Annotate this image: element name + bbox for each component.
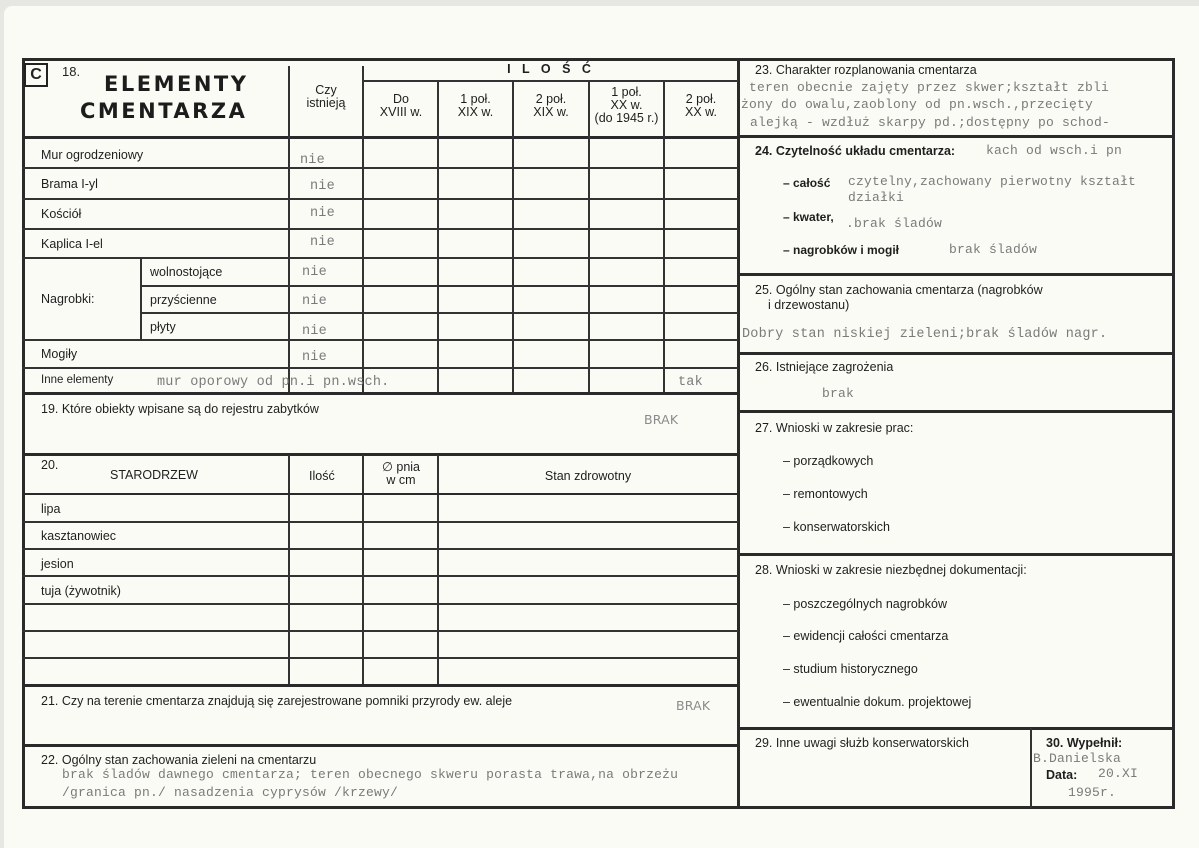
- section28-item-2: – studium historycznego: [783, 662, 918, 676]
- section27-item-2: – konserwatorskich: [783, 520, 890, 534]
- row-value-inne[interactable]: mur oporowy od pn.i pn.wsch.: [157, 375, 390, 390]
- s20-bottom: [22, 684, 738, 687]
- row-line: [140, 312, 738, 314]
- col-exists-l2: istnieją: [306, 96, 346, 110]
- section23-line2[interactable]: żony do owalu,zaoblony od pn.wsch.,przecięty: [741, 97, 1094, 112]
- section18-title-line1: ELEMENTY: [104, 72, 249, 96]
- row-line: [140, 285, 738, 287]
- tree-kasztanowiec: kasztanowiec: [41, 529, 117, 543]
- s18-col-divider-3: [588, 82, 590, 393]
- frame-top: [22, 58, 1174, 61]
- section19-label: 19. Które obiekty wpisane są do rejestru zabytków: [41, 402, 319, 416]
- section23-label: 23. Charakter rozplanowania cmentarza: [755, 63, 977, 77]
- section28-label: 28. Wnioski w zakresie niezbędnej dokumentacji:: [755, 563, 1027, 577]
- section24-nagrobkow-value[interactable]: brak śladów: [949, 242, 1038, 257]
- section20-col-qty: Ilość: [309, 469, 335, 483]
- section27-item-1: – remontowych: [783, 487, 868, 501]
- row-line: [22, 367, 738, 369]
- s27-bottom: [737, 553, 1175, 556]
- period-2-l2: XIX w.: [533, 105, 569, 119]
- row-exists-mur[interactable]: nie: [300, 153, 325, 168]
- s19-bottom: [22, 453, 738, 456]
- period-1-l2: XIX w.: [457, 105, 494, 119]
- section21-value[interactable]: BRAK: [676, 698, 711, 713]
- s18-header-bottom: [22, 136, 738, 139]
- s23-bottom: [737, 135, 1175, 138]
- ilosc-divider: [364, 80, 738, 82]
- section22-line2[interactable]: /granica pn./ nasadzenia cyprysów /krzewy/: [62, 785, 399, 800]
- section24-kwater-value[interactable]: .brak śladów: [846, 216, 943, 231]
- row-line: [22, 228, 738, 230]
- tree-lipa: lipa: [41, 502, 61, 516]
- s18-col-divider-0: [362, 66, 364, 393]
- period-0-l1: Do: [393, 92, 409, 106]
- s18-col-divider-1: [437, 82, 439, 393]
- tree-row-line: [22, 603, 738, 605]
- row-label-inne: Inne elementy: [41, 374, 114, 386]
- section21-label: 21. Czy na terenie cmentarza znajdują się zarejestrowane pomniki przyrody ew. aleje: [41, 694, 513, 708]
- s18-bottom: [22, 392, 738, 395]
- period-3-l1: 1 poł.: [611, 85, 642, 99]
- row-exists-kaplica[interactable]: nie: [310, 235, 335, 250]
- tree-row-line: [22, 630, 738, 632]
- tree-row-line: [22, 657, 738, 659]
- period-header-3: [589, 86, 664, 125]
- nagrobki-exists-wolnostojace[interactable]: nie: [302, 265, 327, 280]
- section18-number: 18.: [62, 64, 81, 79]
- row-label-mogily: Mogiły: [41, 347, 78, 361]
- diameter-l1: ∅ pnia: [382, 460, 420, 474]
- row-exists-mogily[interactable]: nie: [302, 350, 327, 365]
- section28-item-1: – ewidencji całości cmentarza: [783, 629, 949, 643]
- section22-line1[interactable]: brak śladów dawnego cmentarza; teren obecnego skweru porasta trawa,na obrzeżu: [62, 767, 679, 782]
- period-4-l2: XX w.: [685, 105, 717, 119]
- period-0-l2: XVIII w.: [379, 105, 423, 119]
- section25-label-l1: 25. Ogólny stan zachowania cmentarza (nagrobków: [755, 283, 1043, 297]
- frame-middle: [737, 58, 740, 809]
- section27-label: 27. Wnioski w zakresie prac:: [755, 421, 914, 435]
- section-letter-box: C: [24, 63, 48, 87]
- diameter-l2: w cm: [386, 473, 416, 487]
- s20-col-divider: [362, 455, 364, 685]
- col-exists-header: [290, 84, 362, 110]
- tree-row-line: [22, 521, 738, 523]
- section28-item-3: – ewentualnie dokum. projektowej: [783, 695, 972, 709]
- nagrobki-divider: [140, 258, 142, 340]
- section24-calosc-label: – całość: [783, 176, 831, 190]
- nagrobki-sub-wolnostojace: wolnostojące: [150, 265, 223, 279]
- section20-number: 20.: [41, 458, 59, 472]
- row-line: [22, 198, 738, 200]
- section24-kwater-label: – kwater,: [783, 210, 834, 224]
- row-label-kosciol: Kościół: [41, 207, 82, 221]
- tree-tuja: tuja (żywotnik): [41, 584, 121, 598]
- section27-item-0: – porządkowych: [783, 454, 874, 468]
- row-exists-brama[interactable]: nie: [310, 179, 335, 194]
- row-line: [22, 257, 738, 259]
- section20-title: STARODRZEW: [110, 468, 198, 482]
- s26-bottom: [737, 410, 1175, 413]
- row-line: [22, 339, 738, 341]
- section24-label-value[interactable]: kach od wsch.i pn: [986, 143, 1123, 158]
- period-header-0: [364, 93, 438, 119]
- row-label-brama: Brama I-yl: [41, 177, 98, 191]
- period-header-1: [438, 93, 513, 119]
- s18-col-divider-exists: [288, 66, 290, 393]
- s24-bottom: [737, 273, 1175, 276]
- s20-col-divider: [288, 455, 290, 685]
- section23-line3[interactable]: alejką - wzdłuż skarpy pd.;dostępny po schod-: [750, 115, 1111, 130]
- col-exists-l1: Czy: [315, 83, 337, 97]
- section19-value[interactable]: BRAK: [644, 412, 679, 427]
- tree-row-line: [22, 548, 738, 550]
- tree-jesion: jesion: [41, 557, 74, 571]
- section28-item-0: – poszczególnych nagrobków: [783, 597, 947, 611]
- s20-col-divider: [437, 455, 439, 685]
- ilosc-header: I L O Ś Ć: [507, 62, 595, 76]
- section20-col-health: Stan zdrowotny: [544, 469, 632, 483]
- period-4-l1: 2 poł.: [685, 92, 717, 106]
- section22-label: 22. Ogólny stan zachowania zieleni na cmentarzu: [41, 753, 317, 767]
- row-label-kaplica: Kaplica I-el: [41, 237, 103, 251]
- frame-right: [1172, 58, 1175, 809]
- period-header-4: [664, 93, 738, 119]
- s18-col-divider-4: [663, 82, 665, 393]
- s20-header-bottom: [22, 493, 738, 495]
- row-inne-last-col[interactable]: tak: [678, 375, 703, 390]
- section30-date-label: Data:: [1046, 768, 1078, 782]
- nagrobki-exists-przyscienne[interactable]: nie: [302, 294, 327, 309]
- section24-nagrobkow-label: – nagrobków i mogił: [783, 243, 900, 257]
- frame-left: [22, 58, 25, 809]
- section30-date-value[interactable]: 20.XI: [1098, 766, 1139, 781]
- section23-line1[interactable]: teren obecnie zajęty przez skwer;kształt zbli: [749, 80, 1110, 95]
- section26-value[interactable]: brak: [822, 386, 855, 401]
- tree-row-line: [22, 575, 738, 577]
- section24-calosc-value1[interactable]: czytelny,zachowany pierwotny kształt: [848, 174, 1137, 189]
- nagrobki-sub-plyty: płyty: [150, 320, 176, 334]
- period-1-l1: 1 poł.: [460, 92, 491, 106]
- s18-col-divider-2: [512, 82, 514, 393]
- section30-year[interactable]: 1995r.: [1068, 785, 1117, 800]
- period-3-l2: XX w.: [610, 98, 643, 112]
- frame-bottom: [22, 806, 1174, 809]
- section18-title-line2: CMENTARZA: [80, 99, 248, 123]
- section20-col-diameter: [364, 461, 438, 487]
- section25-label-l2: i drzewostanu): [768, 298, 850, 312]
- period-3-l3: (do 1945 r.): [594, 111, 659, 125]
- section24-label: 24. Czytelność układu cmentarza:: [755, 144, 956, 158]
- row-label-mur: Mur ogrodzeniowy: [41, 148, 144, 162]
- nagrobki-sub-przyscienne: przyścienne: [150, 293, 217, 307]
- row-exists-kosciol[interactable]: nie: [310, 206, 335, 221]
- nagrobki-exists-plyty[interactable]: nie: [302, 324, 327, 339]
- section25-value[interactable]: Dobry stan niskiej zieleni;brak śladów nagr.: [742, 327, 1108, 342]
- period-header-2: [513, 93, 589, 119]
- s25-bottom: [737, 352, 1175, 355]
- row-line: [22, 167, 738, 169]
- section29-label: 29. Inne uwagi służb konserwatorskich: [755, 736, 970, 750]
- nagrobki-label: Nagrobki:: [41, 292, 95, 306]
- section30-label: 30. Wypełnił:: [1046, 736, 1123, 750]
- s21-bottom: [22, 744, 738, 747]
- s28-bottom: [737, 727, 1175, 730]
- period-2-l1: 2 poł.: [535, 92, 567, 106]
- section24-calosc-value2[interactable]: działki: [848, 190, 905, 205]
- section26-label: 26. Istniejące zagrożenia: [755, 360, 894, 374]
- section30-name[interactable]: B.Danielska: [1033, 751, 1122, 766]
- s29-s30-divider: [1030, 728, 1032, 808]
- form-paper: [4, 6, 1199, 848]
